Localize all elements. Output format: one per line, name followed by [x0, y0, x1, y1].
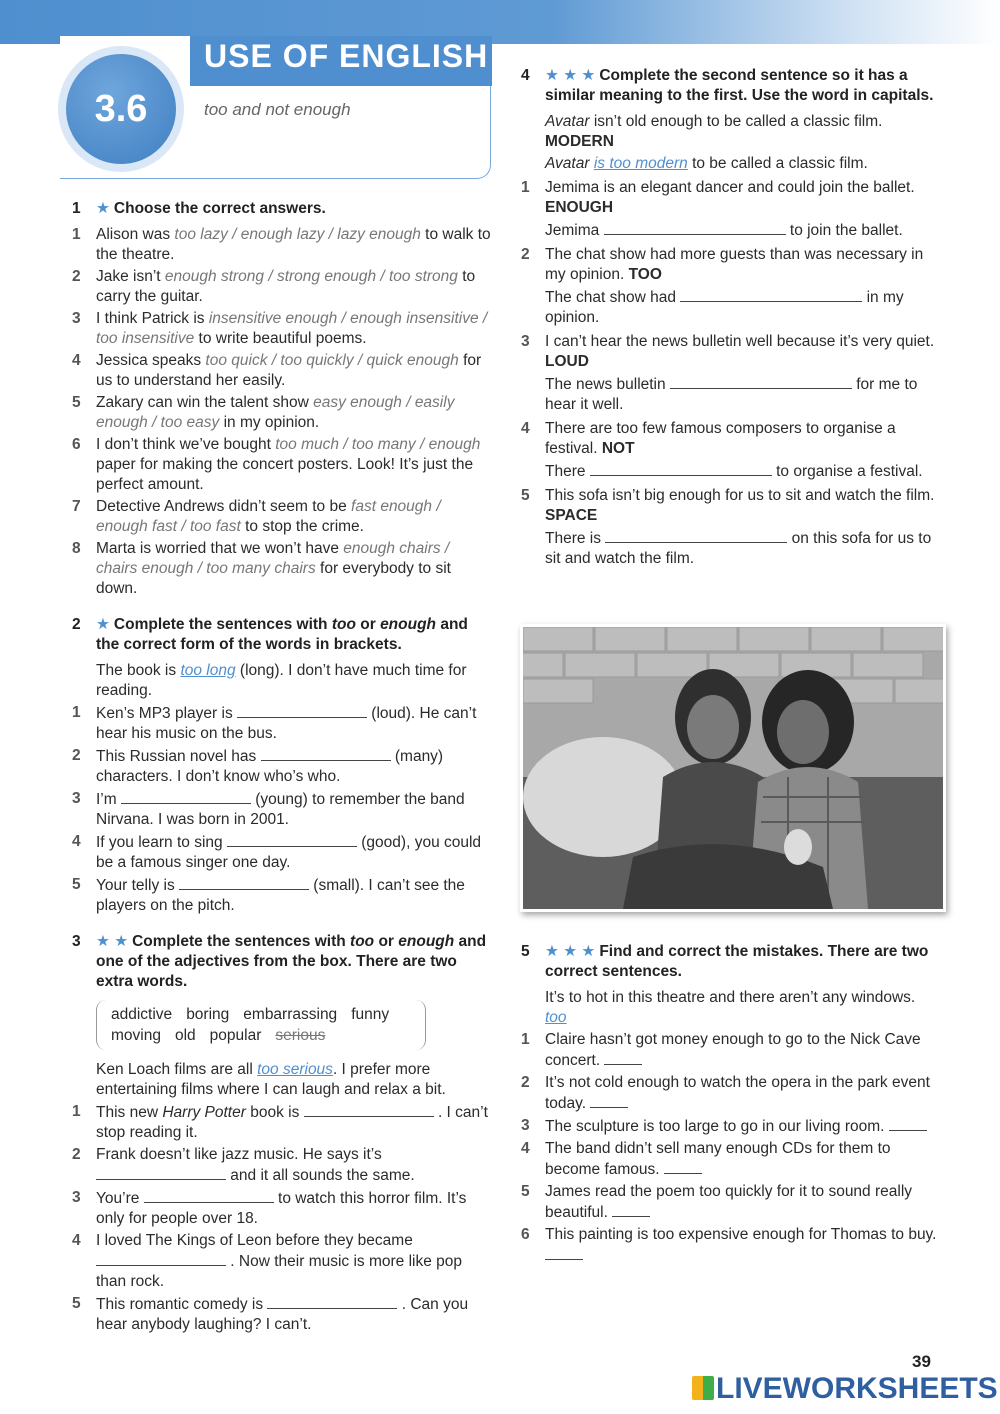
item-text: Jessica speaks: [96, 352, 206, 369]
item-number: 7: [72, 498, 81, 515]
ex4-example-answer: is too modern: [593, 155, 688, 172]
item-number: 3: [521, 333, 530, 350]
ex3-example: [72, 1060, 492, 1100]
item-number: 5: [72, 1295, 81, 1312]
ex2-instruction-a: Complete the sentences with: [113, 616, 332, 633]
item-number: 2: [72, 1146, 81, 1163]
item-number: 5: [521, 1183, 530, 1200]
item-number: 5: [72, 394, 81, 411]
item-number: 4: [72, 1232, 81, 1249]
unit-number: 3.6: [94, 87, 148, 130]
ex3-list: [72, 1102, 492, 1335]
item-text: to write beautiful poems.: [194, 330, 367, 347]
item-number: 3: [72, 790, 81, 807]
option-separator: /: [415, 436, 429, 453]
rewrite-end: on this sofa for us to sit and watch the film.: [545, 530, 932, 567]
ex5-example-answer: too: [545, 1009, 567, 1026]
ex2-example: [72, 661, 492, 701]
item-text: Jemima is an elegant dancer and could join the ballet.: [545, 179, 915, 196]
answer-blank[interactable]: [304, 1102, 434, 1117]
ex3-item: [72, 1102, 492, 1143]
ex4-heading: [521, 66, 941, 106]
item-text: (young) to remember the band Nirvana. I was born in 2001.: [96, 791, 465, 828]
rewrite-start: The news bulletin: [545, 376, 670, 393]
word-box-item-used: serious: [275, 1027, 326, 1044]
item-text: I’m: [96, 791, 121, 808]
ex4-example-sentence: isn’t old enough to be called a classic film.: [589, 113, 883, 130]
item-text: to watch this horror film. It’s only for people over 18.: [96, 1190, 467, 1227]
answer-option[interactable]: too many: [351, 436, 416, 453]
ex5-instruction: Find and correct the mistakes. There are two correct sentences.: [545, 943, 929, 980]
item-number: 2: [521, 246, 530, 263]
ex2-instruction-b: and the correct form of the words in brackets.: [96, 616, 468, 653]
ex4-example-title-b: Avatar: [545, 155, 590, 172]
item-text: This Russian novel has: [96, 748, 261, 765]
answer-option[interactable]: enough fast: [96, 518, 178, 535]
word-box-item: embarrassing: [243, 1006, 338, 1023]
item-text: for us to understand her easily.: [96, 352, 482, 389]
rewrite-end: to organise a festival.: [771, 463, 923, 480]
item-number: 3: [72, 310, 81, 327]
ex3-example-answer: too serious: [257, 1061, 333, 1078]
item-number: 5: [72, 876, 81, 893]
ex2-item: [72, 789, 492, 830]
option-separator: /: [147, 414, 161, 431]
answer-option[interactable]: quick enough: [366, 352, 459, 369]
answer-option[interactable]: too lazy: [174, 226, 228, 243]
option-separator: /: [324, 226, 338, 243]
item-keyword: ENOUGH: [545, 199, 614, 216]
answer-option[interactable]: strong enough: [276, 268, 377, 285]
word-box-item: moving: [111, 1027, 161, 1044]
item-number: 5: [521, 487, 530, 504]
item-text: The sculpture is too large to go in our living room.: [545, 1118, 889, 1135]
item-text: and it all sounds the same.: [226, 1167, 415, 1184]
answer-blank[interactable]: [144, 1188, 274, 1203]
answer-blank[interactable]: [664, 1159, 702, 1174]
ex2-item: [72, 875, 492, 916]
option-separator: /: [227, 226, 241, 243]
answer-option[interactable]: too strong: [388, 268, 458, 285]
item-text: You’re: [96, 1190, 144, 1207]
item-text: for everybody to sit down.: [96, 560, 451, 597]
ex5-item: [521, 1116, 941, 1137]
answer-option[interactable]: too much: [275, 436, 339, 453]
option-separator: /: [177, 518, 190, 535]
item-text: This new: [96, 1104, 163, 1121]
answer-option[interactable]: insensitive enough: [208, 310, 338, 327]
ex1-item: [72, 309, 492, 349]
answer-blank[interactable]: [590, 461, 772, 476]
ex5-example: [521, 988, 941, 1028]
item-text: This painting is too expensive enough for Thomas to buy.: [545, 1226, 937, 1243]
item-text: Zakary can win the talent show: [96, 394, 314, 411]
answer-blank[interactable]: [267, 1294, 397, 1309]
page-title: USE OF ENGLISH: [204, 38, 489, 74]
item-number: 6: [521, 1226, 530, 1243]
ex5-item: [521, 1073, 941, 1114]
ex3-instruction-a: Complete the sentences with: [132, 933, 351, 950]
item-number: 1: [72, 1103, 81, 1120]
answer-blank[interactable]: [237, 703, 367, 718]
stars-icon: ★ ★ ★: [545, 67, 596, 84]
ex2-word-enough: enough: [380, 616, 437, 633]
answer-option[interactable]: enough lazy: [240, 226, 325, 243]
word-box-item: popular: [209, 1027, 262, 1044]
ex5-number: 5: [521, 943, 530, 960]
item-number: 8: [72, 540, 81, 557]
answer-blank[interactable]: [612, 1202, 650, 1217]
answer-blank[interactable]: [680, 287, 862, 302]
star-icon: ★: [96, 200, 110, 217]
item-text: The chat show had more guests than was necessary in my opinion.: [545, 246, 924, 283]
item-text: Claire hasn’t got money enough to go to the Nick Cave concert.: [545, 1031, 921, 1069]
item-text: Jake isn’t: [96, 268, 165, 285]
option-separator: /: [353, 352, 367, 369]
answer-option[interactable]: enough: [428, 436, 481, 453]
right-column: [521, 66, 941, 573]
ex5-item: [521, 1225, 941, 1266]
page-subtitle: too and not enough: [204, 100, 351, 119]
item-text: Ken’s MP3 player is: [96, 705, 237, 722]
ex4-example-keyword: MODERN: [545, 133, 614, 150]
ex2-list: [72, 703, 492, 916]
ex5-list: [521, 1030, 941, 1266]
ex3-word-too: too: [350, 933, 375, 950]
item-number: 4: [72, 833, 81, 850]
ex1-list: [72, 225, 492, 599]
ex5-column: [521, 942, 941, 1268]
item-number: 1: [521, 1031, 530, 1048]
ex1-item: [72, 435, 492, 495]
answer-option[interactable]: too easy: [160, 414, 220, 431]
ex4-example-rewrite-end: to be called a classic film.: [687, 155, 868, 172]
item-number: 3: [72, 1189, 81, 1206]
answer-option[interactable]: too insensitive: [96, 330, 195, 347]
ex4-rewrite: [521, 374, 941, 415]
item-text: to stop the crime.: [240, 518, 364, 535]
item-number: 2: [521, 1074, 530, 1091]
word-box-item: funny: [351, 1006, 390, 1023]
item-text: I loved The Kings of Leon before they became: [96, 1232, 413, 1249]
item-title: Harry Potter: [162, 1104, 246, 1121]
answer-option[interactable]: enough chairs: [343, 540, 441, 557]
ex4-example-title-a: Avatar: [545, 113, 590, 130]
item-text: It’s not cold enough to watch the opera in the park event today.: [545, 1074, 930, 1112]
ex4-example: [521, 112, 941, 152]
answer-blank[interactable]: [179, 875, 309, 890]
ex1-item: [72, 351, 492, 391]
item-number: 1: [72, 704, 81, 721]
ex4-item: [521, 178, 941, 218]
item-text: The band didn’t sell many enough CDs for them to become famous.: [545, 1140, 891, 1178]
answer-option[interactable]: lazy enough: [337, 226, 421, 243]
page-number: 39: [912, 1352, 931, 1371]
ex3-example-start: Ken Loach films are all: [96, 1061, 258, 1078]
item-text: I don’t think we’ve bought: [96, 436, 276, 453]
answer-option[interactable]: too quick: [205, 352, 268, 369]
item-number: 4: [521, 1140, 530, 1157]
item-text: . Can you hear anybody laughing? I can’t.: [96, 1296, 469, 1333]
item-text: . Now their music is more like pop than rock.: [96, 1253, 463, 1290]
ex3-item: [72, 1145, 492, 1186]
ex1-item: [72, 267, 492, 307]
answer-option[interactable]: fast enough: [351, 498, 433, 515]
answer-option[interactable]: too many chairs: [206, 560, 316, 577]
item-text: James read the poem too quickly for it to sound really beautiful.: [545, 1183, 913, 1221]
ex5-heading: [521, 942, 941, 982]
rewrite-start: There is: [545, 530, 606, 547]
item-number: 6: [72, 436, 81, 453]
item-text: If you learn to sing: [96, 834, 227, 851]
ex1-heading: [72, 199, 492, 219]
ex2-example-end: (long). I don’t have much time for reading.: [96, 662, 467, 699]
item-number: 1: [521, 179, 530, 196]
item-text: I think Patrick is: [96, 310, 209, 327]
ex1-item: [72, 225, 492, 265]
ex4-list: [521, 178, 941, 569]
item-text: paper for making the concert posters. Look! It’s just the perfect amount.: [96, 456, 474, 493]
item-text: This romantic comedy is: [96, 1296, 268, 1313]
ex3-heading: [72, 932, 492, 992]
answer-blank[interactable]: [96, 1165, 226, 1180]
ex2-number: 2: [72, 616, 81, 633]
unit-badge: [66, 54, 176, 164]
item-number: 1: [72, 226, 81, 243]
answer-blank[interactable]: [121, 789, 251, 804]
ex4-rewrite: [521, 220, 941, 241]
ex3-word-enough: enough: [398, 933, 455, 950]
ex1-item: [72, 497, 492, 537]
item-keyword: NOT: [601, 440, 635, 457]
answer-option[interactable]: easy enough: [313, 394, 402, 411]
item-text: (many) characters. I don’t know who’s who.: [96, 748, 444, 785]
answer-blank[interactable]: [889, 1116, 927, 1131]
ex2-item: [72, 703, 492, 744]
option-separator: /: [337, 310, 351, 327]
left-column: [72, 199, 492, 1337]
item-number: 3: [521, 1117, 530, 1134]
ex4-number: 4: [521, 67, 530, 84]
answer-option[interactable]: too quickly: [280, 352, 354, 369]
answer-option[interactable]: chairs enough: [96, 560, 194, 577]
item-keyword: LOUD: [545, 353, 589, 370]
ex5-item: [521, 1139, 941, 1180]
answer-option[interactable]: too fast: [189, 518, 241, 535]
ex3-example-end: . I prefer more entertaining films where I can laugh and relax a bit.: [96, 1061, 446, 1098]
answer-blank[interactable]: [670, 374, 852, 389]
rewrite-end: in my opinion.: [545, 289, 904, 326]
rewrite-start: There: [545, 463, 590, 480]
item-text: Frank doesn’t like jazz music. He says it’s: [96, 1146, 382, 1163]
answer-blank[interactable]: [545, 1245, 583, 1260]
item-text: Alison was: [96, 226, 175, 243]
answer-option[interactable]: enough strong: [164, 268, 265, 285]
ex2-word-or: or: [355, 616, 381, 633]
ex3-item: [72, 1294, 492, 1335]
item-text: Your telly is: [96, 877, 179, 894]
star-icon: ★: [96, 616, 110, 633]
item-text: book is: [245, 1104, 304, 1121]
answer-blank[interactable]: [96, 1251, 226, 1266]
answer-blank[interactable]: [227, 832, 357, 847]
ex2-item: [72, 746, 492, 787]
item-text: Marta is worried that we won’t have: [96, 540, 344, 557]
ex1-instruction: Choose the correct answers.: [113, 200, 326, 217]
item-text: There are too few famous composers to organise a festival.: [545, 420, 896, 457]
option-separator: /: [267, 352, 281, 369]
ex4-instruction: Complete the second sentence so it has a similar meaning to the first. Use the word in capitals.: [545, 67, 934, 104]
ex4-item: [521, 332, 941, 372]
item-text: (good), you could be a famous singer one day.: [96, 834, 482, 871]
item-number: 4: [72, 352, 81, 369]
item-keyword: TOO: [628, 266, 662, 283]
ex3-item: [72, 1231, 492, 1292]
ex2-word-too: too: [331, 616, 356, 633]
item-text: to carry the guitar.: [96, 268, 476, 305]
brand-name: LIVEWORKSHEETS: [716, 1372, 998, 1405]
item-text: in my opinion.: [219, 414, 320, 431]
ex4-rewrite: [521, 461, 941, 482]
ex1-item: [72, 393, 492, 433]
word-box: [96, 1000, 426, 1050]
brand-logo: [692, 1372, 998, 1406]
rewrite-end: to join the ballet.: [785, 222, 903, 239]
option-separator: /: [376, 268, 389, 285]
ex3-instruction-b: and one of the adjectives from the box. There are two extra words.: [96, 933, 487, 990]
rewrite-start: Jemima: [545, 222, 604, 239]
word-box-item: boring: [186, 1006, 230, 1023]
ex3-item: [72, 1188, 492, 1229]
ex2-item: [72, 832, 492, 873]
item-keyword: SPACE: [545, 507, 598, 524]
ex5-example-sentence: It’s to hot in this theatre and there aren’t any windows.: [545, 989, 916, 1006]
ex4-item: [521, 486, 941, 526]
option-separator: /: [193, 560, 207, 577]
ex4-rewrite: [521, 528, 941, 569]
answer-blank[interactable]: [590, 1093, 628, 1108]
answer-blank[interactable]: [604, 220, 786, 235]
option-separator: /: [401, 394, 415, 411]
ex4-item: [521, 419, 941, 459]
word-box-item: addictive: [111, 1006, 173, 1023]
ex4-rewrite: [521, 287, 941, 328]
option-separator: /: [339, 436, 352, 453]
answer-blank[interactable]: [605, 528, 787, 543]
word-box-item: old: [174, 1027, 196, 1044]
item-text: I can’t hear the news bulletin well because it’s very quiet.: [545, 333, 935, 350]
ex3-word-or: or: [374, 933, 399, 950]
item-text: Detective Andrews didn’t seem to be: [96, 498, 352, 515]
brand-mark-icon: [692, 1376, 714, 1400]
stars-icon: ★ ★ ★: [545, 943, 596, 960]
item-text: (loud). He can’t hear his music on the bus.: [96, 705, 477, 742]
photo-two-girls: [520, 624, 946, 912]
answer-blank[interactable]: [261, 746, 391, 761]
option-separator: /: [478, 310, 488, 327]
answer-blank[interactable]: [604, 1050, 642, 1065]
item-text: This sofa isn’t big enough for us to sit and watch the film.: [545, 487, 935, 504]
item-number: 2: [72, 268, 81, 285]
ex2-example-start: The book is: [96, 662, 181, 679]
option-separator: /: [432, 498, 441, 515]
rewrite-start: The chat show had: [545, 289, 681, 306]
option-separator: /: [264, 268, 277, 285]
ex4-item: [521, 245, 941, 285]
ex1-item: [72, 539, 492, 599]
stars-icon: ★ ★: [96, 933, 129, 950]
option-separator: /: [440, 540, 450, 557]
photo-illustration: [523, 627, 943, 909]
item-text: . I can’t stop reading it.: [96, 1104, 488, 1141]
answer-option[interactable]: enough insensitive: [350, 310, 479, 327]
ex5-item: [521, 1182, 941, 1223]
ex1-number: 1: [72, 200, 81, 217]
answer-option[interactable]: easily enough: [96, 394, 455, 431]
ex5-item: [521, 1030, 941, 1071]
ex4-example-rewrite: [521, 154, 941, 174]
ex2-example-answer: too long: [180, 662, 236, 679]
ex3-number: 3: [72, 933, 81, 950]
item-number: 2: [72, 747, 81, 764]
item-text: (small). I can’t see the players on the pitch.: [96, 877, 465, 914]
item-number: 4: [521, 420, 530, 437]
item-text: to walk to the theatre.: [96, 226, 491, 263]
rewrite-end: for me to hear it well.: [545, 376, 918, 413]
ex2-heading: [72, 615, 492, 655]
